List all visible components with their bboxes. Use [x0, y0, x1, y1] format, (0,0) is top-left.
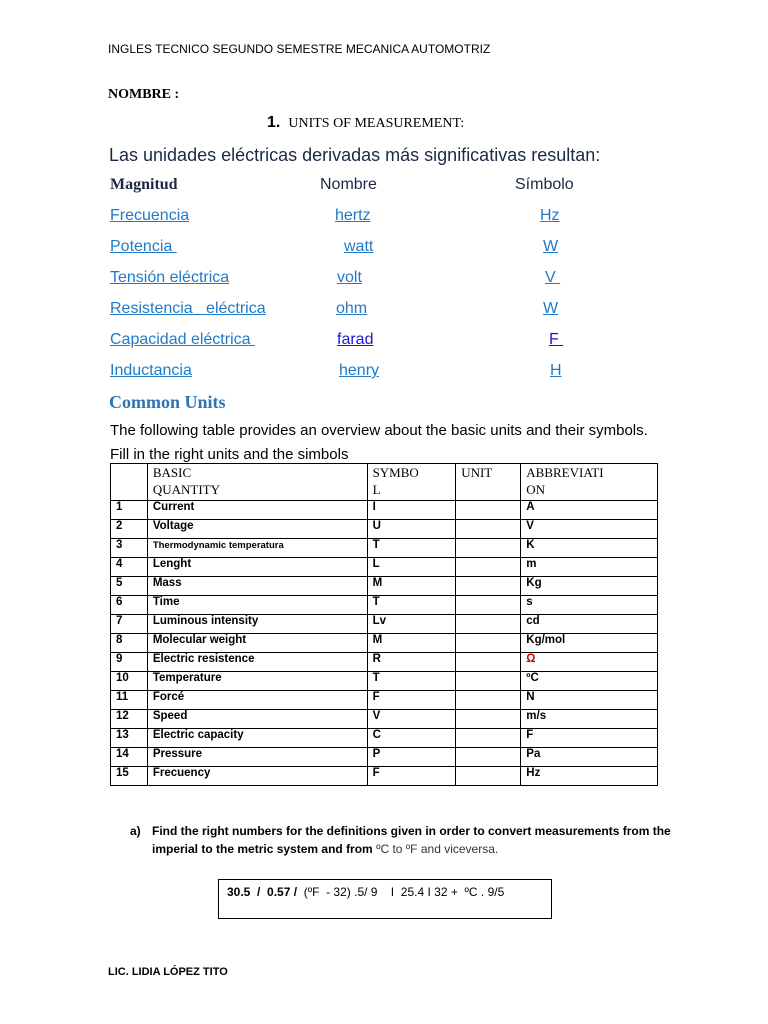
quantity-cell: Voltage: [147, 520, 367, 539]
unit-cell[interactable]: [456, 729, 521, 748]
symbol-cell: M: [367, 634, 456, 653]
quantity-cell: Molecular weight: [147, 634, 367, 653]
row-number-cell: 11: [111, 691, 148, 710]
row-number-cell: 7: [111, 615, 148, 634]
section-title-text: UNITS OF MEASUREMENT:: [288, 116, 465, 131]
table-row: [111, 634, 658, 653]
abbreviation-cell: Kg: [521, 577, 658, 596]
symbol-cell: T: [367, 539, 456, 558]
symbol-cell: I: [367, 501, 456, 520]
footer-teacher: LIC. LIDIA LÓPEZ TITO: [108, 966, 228, 978]
section-number: 1.: [267, 114, 281, 131]
abbreviation-cell: Kg/mol: [521, 634, 658, 653]
table-row: [111, 558, 658, 577]
row-number-cell: 10: [111, 672, 148, 691]
row-number-cell: 3: [111, 539, 148, 558]
abbreviation-cell: V: [521, 520, 658, 539]
unit-cell[interactable]: [456, 767, 521, 786]
col-header-magnitud: Magnitud: [110, 176, 178, 193]
simbolo-link[interactable]: H: [550, 362, 562, 379]
row-number-cell: 14: [111, 748, 148, 767]
row-number-cell: 1: [111, 501, 148, 520]
magnitud-link[interactable]: Resistencia eléctrica: [110, 300, 266, 317]
row-number-cell: 5: [111, 577, 148, 596]
symbol-cell: Lv: [367, 615, 456, 634]
abbreviation-cell: cd: [521, 615, 658, 634]
section-title: [267, 114, 464, 132]
unit-cell[interactable]: [456, 691, 521, 710]
header-symbol: [367, 464, 456, 501]
abbreviation-cell: ºC: [521, 672, 658, 691]
header-line: QUANTITY: [152, 482, 220, 497]
common-units-heading: Common Units: [109, 392, 226, 412]
table-row: [111, 653, 658, 672]
simbolo-link[interactable]: F: [549, 331, 564, 348]
unit-cell[interactable]: [456, 748, 521, 767]
symbol-cell: T: [367, 672, 456, 691]
row-number-cell: 15: [111, 767, 148, 786]
simbolo-link[interactable]: W: [543, 238, 559, 255]
symbol-cell: P: [367, 748, 456, 767]
quantity-cell: Mass: [147, 577, 367, 596]
question-a-label: a): [130, 824, 141, 838]
table-row: [111, 691, 658, 710]
abbreviation-cell: m: [521, 558, 658, 577]
magnitud-link[interactable]: Inductancia: [110, 362, 192, 379]
abbreviation-cell: A: [521, 501, 658, 520]
row-number-cell: 12: [111, 710, 148, 729]
abbreviation-cell: K: [521, 539, 658, 558]
quantity-cell: Electric capacity: [147, 729, 367, 748]
table-row: [111, 501, 658, 520]
header-basic-quantity: [147, 464, 367, 501]
table-row: [111, 577, 658, 596]
table-row: [111, 748, 658, 767]
quantity-cell: Thermodynamic temperatura: [147, 539, 367, 558]
header-unit: [456, 464, 521, 501]
common-units-description: The following table provides an overview about the basic units and their symbols. Fill in the right units and the simbols: [110, 422, 648, 463]
symbol-cell: U: [367, 520, 456, 539]
unit-cell[interactable]: [456, 577, 521, 596]
simbolo-link[interactable]: V: [545, 269, 561, 286]
header-line: ON: [526, 482, 546, 497]
table-row: [111, 710, 658, 729]
question-a-main: Find the right numbers for the definitions given in order to convert measurements from the imperial to the metric system and from: [152, 824, 671, 856]
header-number: [111, 464, 148, 501]
formula-box: [218, 879, 552, 919]
abbreviation-cell: Hz: [521, 767, 658, 786]
table-row: [111, 767, 658, 786]
magnitud-link[interactable]: Potencia: [110, 238, 177, 255]
abbreviation-cell: Ω: [521, 653, 658, 672]
formula-text: [227, 885, 504, 899]
formula-bold: 30.5 / 0.57 /: [227, 885, 301, 899]
symbol-cell: F: [367, 767, 456, 786]
unit-cell[interactable]: [456, 710, 521, 729]
row-number-cell: 2: [111, 520, 148, 539]
abbreviation-cell: F: [521, 729, 658, 748]
table-row: [111, 615, 658, 634]
simbolo-link[interactable]: Hz: [540, 207, 560, 224]
name-label: NOMBRE :: [108, 87, 180, 102]
table-row: [111, 520, 658, 539]
symbol-cell: T: [367, 596, 456, 615]
units-table: [110, 463, 658, 786]
table-row: [111, 539, 658, 558]
symbol-cell: F: [367, 691, 456, 710]
table-row: [111, 672, 658, 691]
quantity-cell: Lenght: [147, 558, 367, 577]
quantity-cell: Time: [147, 596, 367, 615]
unit-cell[interactable]: [456, 558, 521, 577]
unit-cell[interactable]: [456, 501, 521, 520]
row-number-cell: 8: [111, 634, 148, 653]
unit-cell[interactable]: [456, 539, 521, 558]
question-a-tail: ºC to ºF and viceversa.: [372, 842, 499, 856]
symbol-cell: C: [367, 729, 456, 748]
unit-cell[interactable]: [456, 615, 521, 634]
abbreviation-cell: N: [521, 691, 658, 710]
simbolo-link[interactable]: W: [543, 300, 559, 317]
table-header-row: [111, 464, 658, 501]
quantity-cell: Pressure: [147, 748, 367, 767]
magnitud-link[interactable]: Tensión eléctrica: [110, 269, 230, 286]
table-row: [111, 729, 658, 748]
quantity-cell: Frecuency: [147, 767, 367, 786]
abbreviation-cell: m/s: [521, 710, 658, 729]
nombre-link[interactable]: ohm: [336, 300, 368, 317]
col-header-nombre: Nombre: [320, 176, 377, 193]
quantity-cell: Speed: [147, 710, 367, 729]
header-line: UNIT: [461, 465, 493, 480]
abbreviation-cell: Pa: [521, 748, 658, 767]
nombre-link[interactable]: farad: [337, 331, 374, 348]
header-abbreviation: [521, 464, 658, 501]
document-header: INGLES TECNICO SEGUNDO SEMESTRE MECANICA AUTOMOTRIZ: [108, 42, 491, 56]
col-header-simbolo: Símbolo: [515, 176, 574, 193]
table-row: [111, 596, 658, 615]
unit-cell[interactable]: [456, 596, 521, 615]
nombre-link[interactable]: volt: [337, 269, 362, 286]
symbol-cell: R: [367, 653, 456, 672]
header-line: ABBREVIATI: [526, 465, 604, 480]
header-line: SYMBO: [372, 465, 419, 480]
question-a-text: [152, 822, 672, 858]
formula-rest: (ºF - 32) .5/ 9 I 25.4 I 32 + ºC . 9/5: [300, 885, 505, 899]
nombre-link[interactable]: henry: [339, 362, 380, 379]
symbol-cell: M: [367, 577, 456, 596]
header-line: L: [372, 482, 381, 497]
row-number-cell: 13: [111, 729, 148, 748]
unit-cell[interactable]: [456, 672, 521, 691]
row-number-cell: 9: [111, 653, 148, 672]
unit-cell[interactable]: [456, 520, 521, 539]
quantity-cell: Forcé: [147, 691, 367, 710]
magnitud-link[interactable]: Capacidad eléctrica: [110, 331, 255, 348]
row-number-cell: 6: [111, 596, 148, 615]
abbreviation-cell: s: [521, 596, 658, 615]
unit-cell[interactable]: [456, 653, 521, 672]
header-line: BASIC: [152, 465, 192, 480]
magnitud-link[interactable]: Frecuencia: [110, 207, 190, 224]
quantity-cell: Temperature: [147, 672, 367, 691]
intro-text: Las unidades eléctricas derivadas más significativas resultan:: [109, 145, 601, 165]
quantity-cell: Electric resistence: [147, 653, 367, 672]
symbol-cell: L: [367, 558, 456, 577]
nombre-link[interactable]: watt: [344, 238, 374, 255]
symbol-cell: V: [367, 710, 456, 729]
quantity-cell: Current: [147, 501, 367, 520]
quantity-cell: Luminous intensity: [147, 615, 367, 634]
nombre-link[interactable]: hertz: [335, 207, 371, 224]
row-number-cell: 4: [111, 558, 148, 577]
unit-cell[interactable]: [456, 634, 521, 653]
